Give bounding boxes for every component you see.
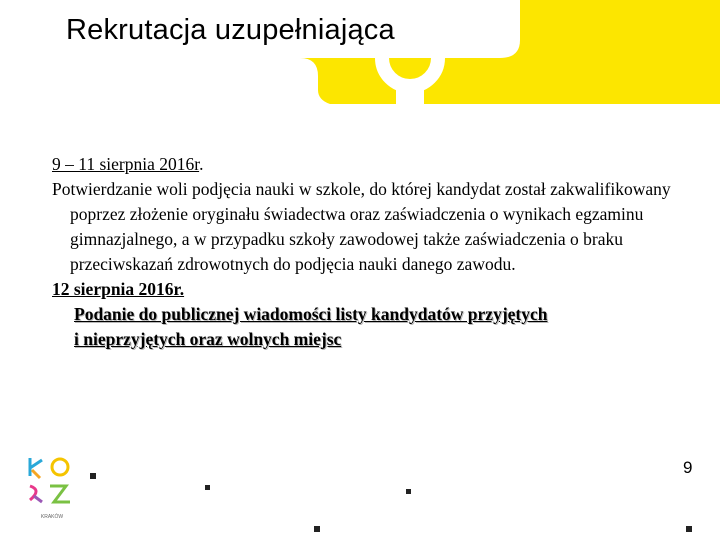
footer-dot: [205, 485, 210, 490]
date-line-2: [52, 277, 672, 302]
paragraph-2-line-1: Podanie do publicznej wiadomości listy kandydatów przyjętych: [74, 304, 548, 324]
footer-decoration: [0, 440, 720, 540]
logo-stroke: [32, 470, 40, 478]
logo-stroke: [30, 460, 42, 468]
date-1: 9 – 11 sierpnia 2016r: [52, 154, 200, 174]
paragraph-1: Potwierdzanie woli podjęcia nauki w szkole, do której kandydat został zakwalifikowany poprzez złożenie oryginału świadectwa oraz zaświadczenia o wynikach egzaminu gimnazjalnego, a w przypadku szkoły zawodowej także zaświadczenia o braku przeciwskazań zdrowotnych do podjęcia nauki danego zawodu.: [52, 179, 671, 274]
footer-dot: [314, 526, 320, 532]
footer-dot: [406, 489, 411, 494]
kodz-logo-icon: [24, 452, 80, 524]
footer-dot: [90, 473, 96, 479]
date-1-suffix: .: [199, 154, 204, 174]
logo-stroke: [50, 486, 70, 502]
logo-stroke: [34, 496, 42, 502]
slide-body: [52, 152, 672, 352]
date-2: 12 sierpnia 2016r.: [52, 279, 185, 299]
page-number: 9: [683, 458, 693, 477]
logo-caption: KRAKÓW: [40, 514, 64, 520]
header-stem-accent: [396, 80, 424, 110]
slide-title: Rekrutacja uzupełniająca: [66, 14, 395, 46]
paragraph-2-line-2: i nieprzyjętych oraz wolnych miejsc: [74, 329, 342, 349]
logo-circle: [52, 459, 68, 475]
footer-dot: [686, 526, 692, 532]
date-line-1: [52, 152, 672, 177]
